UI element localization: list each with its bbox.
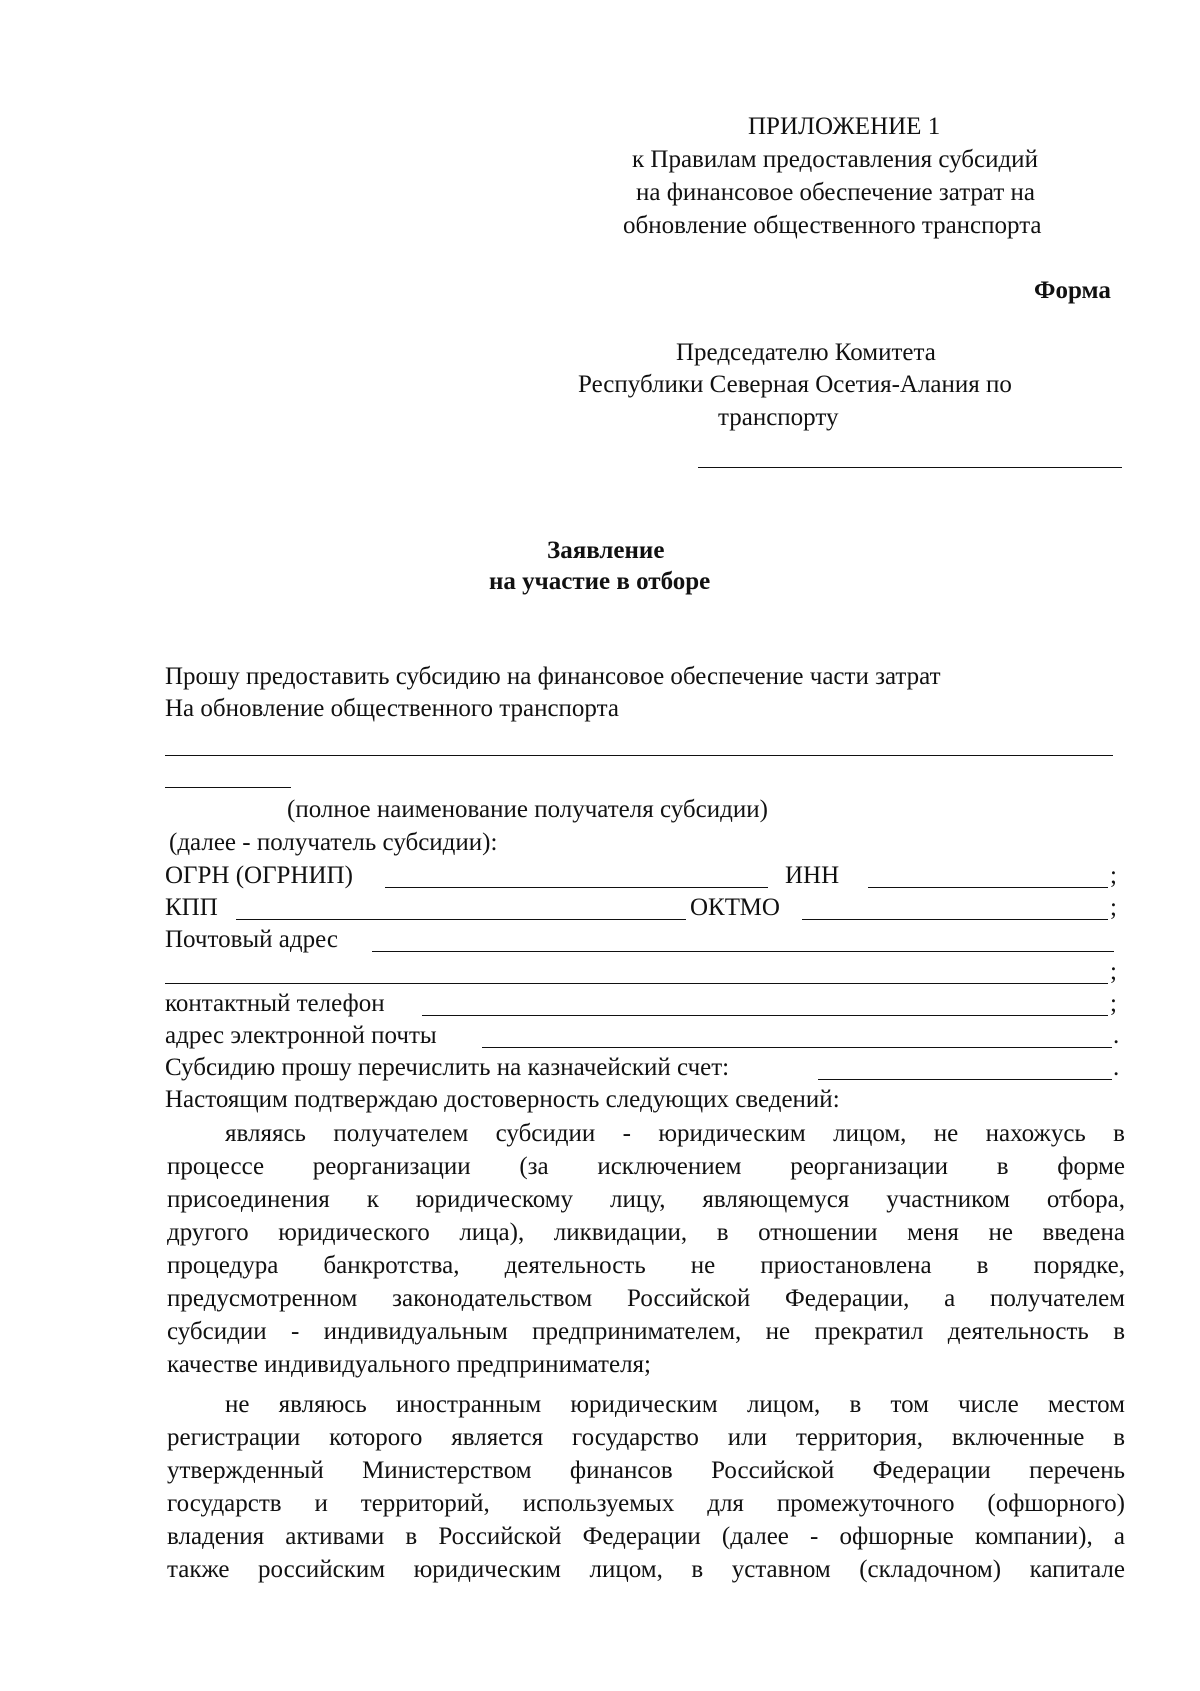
paragraph-1-line: присоединения к юридическому лицу, являющемуся участником отбора, xyxy=(167,1186,1125,1213)
paragraph-1-line: качестве индивидуального предпринимателя; xyxy=(167,1351,651,1378)
paragraph-2-line: утвержденный Министерством финансов Российской Федерации перечень xyxy=(167,1457,1125,1484)
oktmo-blank xyxy=(802,919,1108,920)
paragraph-2-line: владения активами в Российской Федерации (далее - офшорные компании), а xyxy=(167,1523,1125,1550)
phone-blank xyxy=(422,1015,1108,1016)
addressee-name-blank xyxy=(698,467,1122,468)
paragraph-1-line: субсидии - индивидуальным предпринимателем, не прекратил деятельность в xyxy=(167,1318,1125,1345)
heading-line-1: Заявление xyxy=(547,537,665,564)
recipient-caption: (полное наименование получателя субсидии) xyxy=(287,796,768,823)
confirm-intro: Настоящим подтверждаю достоверность следующих сведений: xyxy=(165,1086,840,1113)
kpp-blank xyxy=(236,919,686,920)
treasury-account-label: Субсидию прошу перечислить на казначейский счет: xyxy=(165,1054,730,1081)
oktmo-label: ОКТМО xyxy=(690,894,780,921)
inn-blank xyxy=(868,887,1108,888)
paragraph-2-line: также российским юридическим лицом, в уставном (складочном) капитале xyxy=(167,1556,1125,1583)
phone-semicolon: ; xyxy=(1110,990,1117,1017)
addressee-line-2: Республики Северная Осетия-Алания по xyxy=(578,371,1012,398)
oktmo-semicolon: ; xyxy=(1110,894,1117,921)
ogrn-blank xyxy=(385,887,768,888)
paragraph-1-line: являясь получателем субсидии - юридическим лицом, не нахожусь в xyxy=(225,1120,1125,1147)
treasury-account-blank xyxy=(818,1079,1112,1080)
paragraph-2-line: регистрации которого является государство или территория, включенные в xyxy=(167,1424,1125,1451)
email-label: адрес электронной почты xyxy=(165,1022,437,1049)
kpp-label: КПП xyxy=(165,894,218,921)
ogrn-label: ОГРН (ОГРНИП) xyxy=(165,862,353,889)
recipient-name-blank-2 xyxy=(165,787,291,788)
recipient-name-blank-1 xyxy=(165,755,1113,756)
paragraph-2-line: не являюсь иностранным юридическим лицом, в том числе местом xyxy=(225,1391,1125,1418)
paragraph-1-line: предусмотренном законодательством Российской Федерации, а получателем xyxy=(167,1285,1125,1312)
treasury-account-period: . xyxy=(1113,1054,1120,1081)
form-label: Форма xyxy=(1034,277,1111,304)
postal-address-semicolon: ; xyxy=(1110,958,1117,985)
appendix-line-3: обновление общественного транспорта xyxy=(623,212,1042,239)
paragraph-1-line: процессе реорганизации (за исключением реорганизации в форме xyxy=(167,1153,1125,1180)
paragraph-1-line: процедура банкротства, деятельность не приостановлена в порядке, xyxy=(167,1252,1125,1279)
paragraph-2-line: государств и территорий, используемых для промежуточного (офшорного) xyxy=(167,1490,1125,1517)
postal-address-blank-1 xyxy=(372,951,1114,952)
addressee-line-3: транспорту xyxy=(718,404,839,431)
postal-address-blank-2 xyxy=(165,983,1108,984)
appendix-title: ПРИЛОЖЕНИЕ 1 xyxy=(748,113,941,140)
addressee-line-1: Председателю Комитета xyxy=(676,339,936,366)
heading-line-2: на участие в отборе xyxy=(489,568,711,595)
email-period: . xyxy=(1113,1022,1120,1049)
paragraph-1-line: другого юридического лица), ликвидации, в отношении меня не введена xyxy=(167,1219,1125,1246)
request-line-2: На обновление общественного транспорта xyxy=(165,695,619,722)
inn-semicolon: ; xyxy=(1110,862,1117,889)
appendix-line-2: на финансовое обеспечение затрат на xyxy=(636,179,1036,206)
recipient-note: (далее - получатель субсидии): xyxy=(169,829,498,856)
appendix-line-1: к Правилам предоставления субсидий xyxy=(632,146,1038,173)
inn-label: ИНН xyxy=(785,862,840,889)
postal-address-label: Почтовый адрес xyxy=(165,926,338,953)
request-line-1: Прошу предоставить субсидию на финансовое обеспечение части затрат xyxy=(165,663,941,690)
phone-label: контактный телефон xyxy=(165,990,385,1017)
email-blank xyxy=(482,1047,1112,1048)
